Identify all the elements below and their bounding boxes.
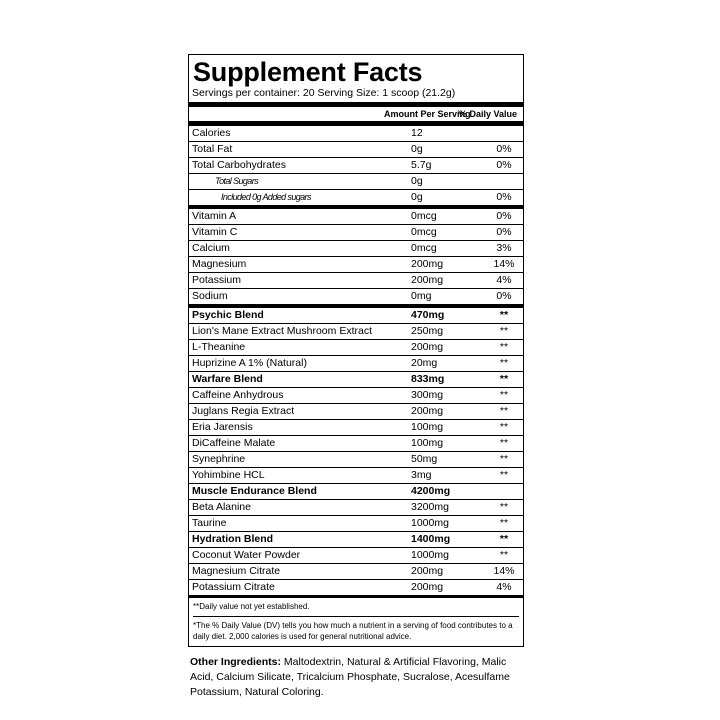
nutrient-dv: 0% [496, 143, 512, 155]
nutrient-row [189, 126, 523, 142]
ingredient-dv: ** [499, 357, 509, 369]
ingredient-name: Beta Alanine [192, 501, 251, 513]
ingredient-row [189, 324, 523, 340]
ingredient-name: DiCaffeine Malate [192, 437, 276, 449]
vitamin-dv: 3% [496, 242, 512, 254]
ingredient-name: Lion's Mane Extract Mushroom Extract [192, 325, 372, 337]
supplement-facts-label [188, 54, 524, 698]
vitamin-dv: 0% [496, 290, 512, 302]
blend-name: Warfare Blend [192, 373, 263, 385]
ingredient-dv: ** [499, 405, 509, 417]
ingredient-dv: ** [499, 469, 509, 481]
other-ingredients-label: Other Ingredients: [190, 656, 282, 668]
nutrient-name: Total Sugars [215, 176, 258, 186]
vitamin-amount: 200mg [411, 258, 444, 270]
blend-row [189, 305, 523, 324]
ingredient-amount: 100mg [411, 437, 444, 449]
footnote-daily-value: *The % Daily Value (DV) tells you how much a nutrient in a serving of food contributes to a daily diet. 2,000 calories is used for general nutritional advice. [193, 621, 513, 641]
vitamin-name: Magnesium [192, 258, 247, 270]
ingredient-amount: 1000mg [411, 517, 449, 529]
blend-name: Muscle Endurance Blend [192, 485, 317, 497]
blend-amount: 1400mg [411, 533, 451, 545]
ingredient-name: Magnesium Citrate [192, 565, 281, 577]
ingredient-amount: 20mg [411, 357, 438, 369]
ingredient-row [189, 564, 523, 580]
vitamin-row [189, 206, 523, 225]
blend-dv: ** [499, 309, 509, 321]
vitamin-dv: 0% [496, 210, 512, 222]
ingredient-name: Yohimbine HCL [192, 469, 265, 481]
ingredient-name: Potassium Citrate [192, 581, 275, 593]
nutrient-amount: 0g [411, 175, 423, 187]
nutrient-amount: 5.7g [411, 159, 432, 171]
ingredient-dv: ** [499, 453, 509, 465]
vitamin-row [189, 241, 523, 257]
vitamin-name: Potassium [192, 274, 242, 286]
ingredient-row [189, 500, 523, 516]
ingredient-row [189, 404, 523, 420]
other-ingredients [188, 647, 524, 700]
ingredient-amount: 1000mg [411, 549, 449, 561]
vitamin-amount: 200mg [411, 274, 444, 286]
ingredient-dv: ** [499, 437, 509, 449]
ingredient-name: Taurine [192, 517, 227, 529]
nutrient-amount: 0g [411, 143, 423, 155]
ingredient-row [189, 516, 523, 532]
ingredient-dv: ** [499, 421, 509, 433]
ingredient-row [189, 356, 523, 372]
nutrient-dv: 0% [496, 159, 512, 171]
nutrient-name: Total Fat [192, 143, 233, 155]
vitamin-name: Vitamin C [192, 226, 238, 238]
vitamin-amount: 0mg [411, 290, 432, 302]
blend-name: Psychic Blend [192, 309, 264, 321]
serving-info: Servings per container: 20 Serving Size: 1 scoop (21.2g) [189, 87, 523, 103]
ingredient-amount: 50mg [411, 453, 438, 465]
vitamin-dv: 0% [496, 226, 512, 238]
vitamin-row [189, 257, 523, 273]
ingredient-amount: 200mg [411, 405, 444, 417]
nutrient-rows [189, 126, 523, 595]
ingredient-dv: 4% [496, 581, 512, 593]
vitamin-amount: 0mcg [411, 242, 437, 254]
vitamin-name: Sodium [192, 290, 228, 302]
ingredient-name: Caffeine Anhydrous [192, 389, 284, 401]
ingredient-name: Juglans Regia Extract [192, 405, 295, 417]
nutrient-row [189, 158, 523, 174]
ingredient-amount: 300mg [411, 389, 444, 401]
nutrient-name: Included 0g Added sugars [221, 192, 311, 202]
ingredient-dv: ** [499, 389, 509, 401]
vitamin-amount: 0mcg [411, 226, 437, 238]
ingredient-name: Synephrine [192, 453, 246, 465]
blend-dv: ** [499, 533, 509, 545]
ingredient-row [189, 580, 523, 595]
ingredient-row [189, 468, 523, 484]
ingredient-name: Eria Jarensis [192, 421, 253, 433]
ingredient-row [189, 340, 523, 356]
blend-name: Hydration Blend [192, 533, 274, 545]
nutrient-row [189, 142, 523, 158]
ingredient-amount: 200mg [411, 341, 444, 353]
vitamin-row [189, 225, 523, 241]
column-header [189, 107, 523, 122]
ingredient-amount: 250mg [411, 325, 444, 337]
ingredient-amount: 3200mg [411, 501, 449, 513]
vitamin-row [189, 289, 523, 305]
ingredient-dv: ** [499, 325, 509, 337]
ingredient-row [189, 388, 523, 404]
blend-amount: 470mg [411, 309, 445, 321]
nutrient-row [189, 190, 523, 206]
other-ingredients-text: Maltodextrin, Natural & Artificial Flavoring, Malic Acid, Calcium Silicate, Tricalcium Phosphate, Sucralose, Acesulfame Potassium, Natural Coloring. [190, 656, 510, 698]
footnote-not-established: **Daily value not yet established. [193, 601, 519, 617]
ingredient-row [189, 452, 523, 468]
vitamin-dv: 4% [496, 274, 512, 286]
panel-title: Supplement Facts [193, 57, 423, 87]
blend-amount: 4200mg [411, 485, 451, 497]
blend-row [189, 532, 523, 548]
ingredient-row [189, 420, 523, 436]
ingredient-dv: ** [499, 501, 509, 513]
ingredient-amount: 100mg [411, 421, 444, 433]
daily-value-header: % Daily Value [459, 109, 518, 119]
ingredient-amount: 3mg [411, 469, 432, 481]
nutrient-name: Calories [192, 127, 231, 139]
blend-dv: ** [499, 373, 509, 385]
ingredient-amount: 200mg [411, 565, 444, 577]
ingredient-dv: ** [499, 341, 509, 353]
vitamin-name: Calcium [192, 242, 230, 254]
ingredient-dv: ** [499, 549, 509, 561]
nutrient-amount: 0g [411, 191, 423, 203]
ingredient-row [189, 548, 523, 564]
ingredient-dv: ** [499, 517, 509, 529]
blend-amount: 833mg [411, 373, 445, 385]
ingredient-row [189, 436, 523, 452]
vitamin-amount: 0mcg [411, 210, 437, 222]
facts-panel [188, 54, 524, 647]
ingredient-amount: 200mg [411, 581, 444, 593]
vitamin-row [189, 273, 523, 289]
ingredient-name: Coconut Water Powder [192, 549, 301, 561]
nutrient-amount: 12 [411, 127, 423, 139]
nutrient-dv: 0% [496, 191, 512, 203]
blend-row [189, 484, 523, 500]
vitamin-name: Vitamin A [192, 210, 237, 222]
ingredient-dv: 14% [493, 565, 515, 577]
vitamin-dv: 14% [493, 258, 515, 270]
footnotes [189, 595, 523, 646]
nutrient-row [189, 174, 523, 190]
nutrient-name: Total Carbohydrates [192, 159, 286, 171]
amount-header: Amount Per Serving [384, 109, 471, 119]
ingredient-name: L-Theanine [192, 341, 246, 353]
ingredient-name: Huprizine A 1% (Natural) [192, 357, 307, 369]
blend-row [189, 372, 523, 388]
